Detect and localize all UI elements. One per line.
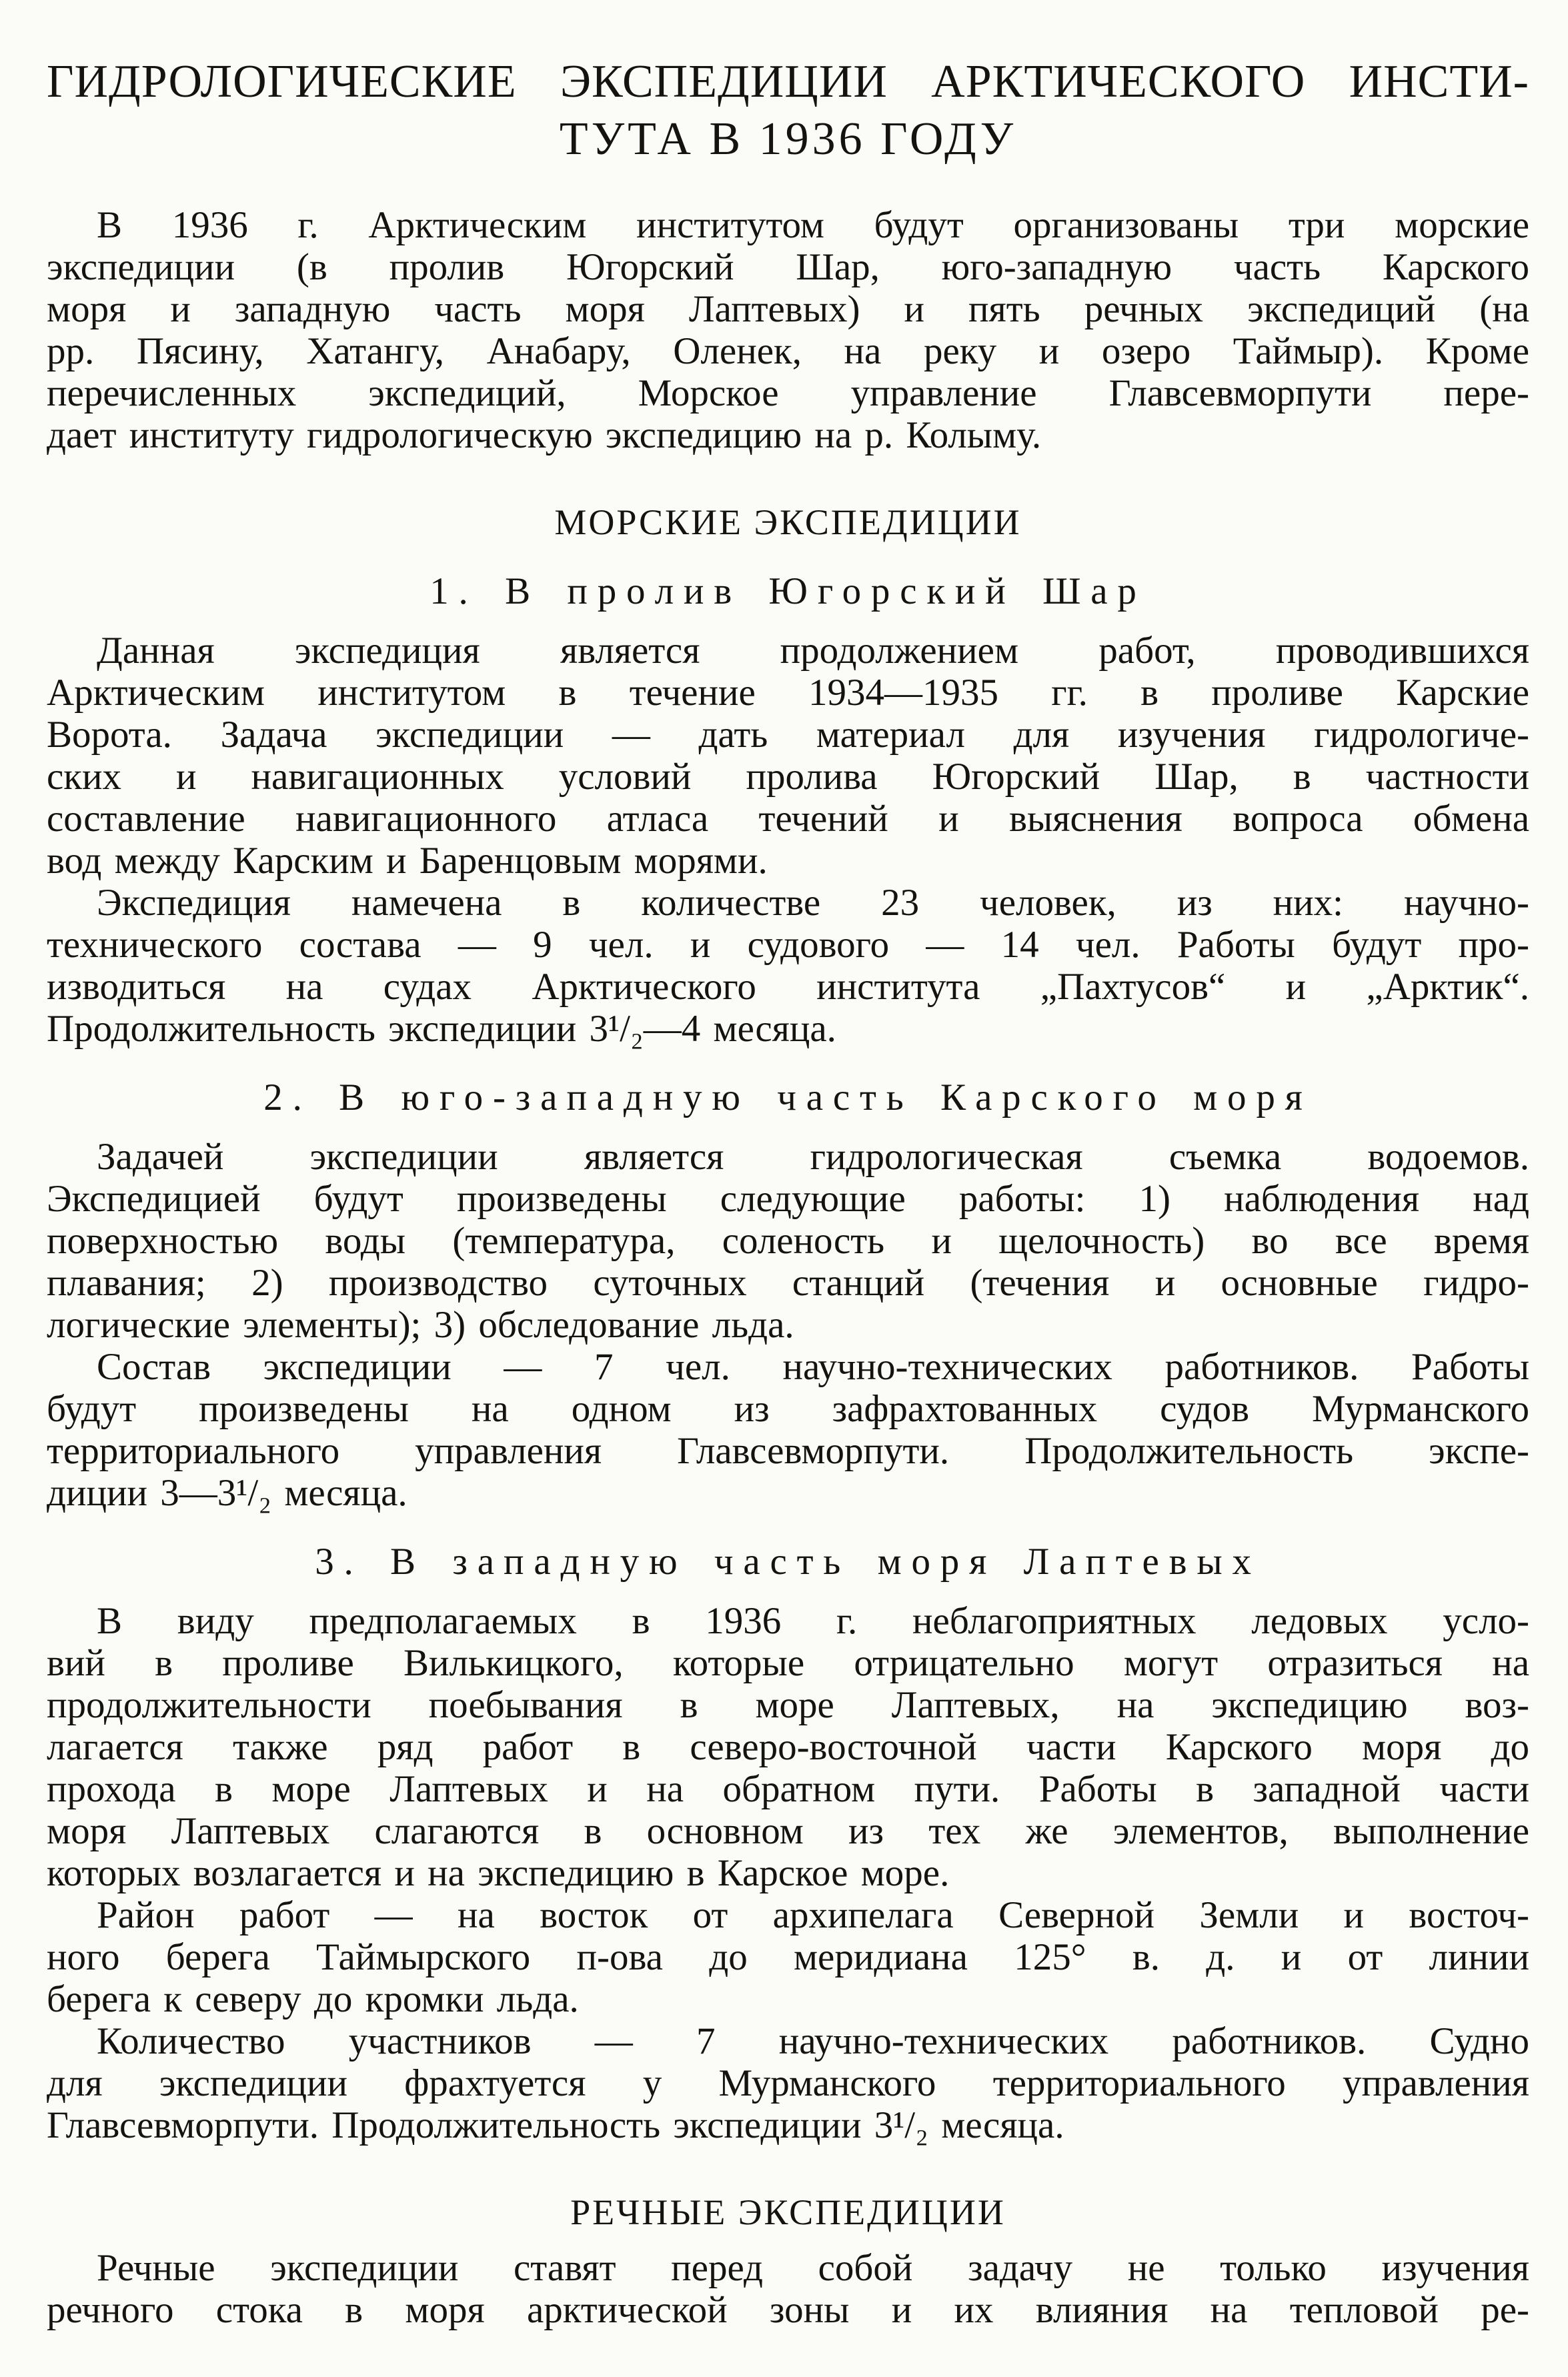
text-line: Речные экспедиции ставят перед собой задачу не только изучения xyxy=(97,2247,1529,2289)
paragraph-expedition-2-staff xyxy=(47,1346,1529,1514)
paragraph-river-intro xyxy=(47,2247,1529,2331)
text-line: продолжительности поебывания в море Лаптевых, на экспедицию воз- xyxy=(47,1684,1529,1726)
text-line: Экспедиция намечена в количестве 23 человек, из них: научно- xyxy=(97,882,1529,924)
paragraph-intro xyxy=(47,204,1529,456)
text-line: ских и навигационных условий пролива Югорский Шар, в частности xyxy=(47,756,1529,798)
text-line: технического состава — 9 чел. и судового — 14 чел. Работы будут про- xyxy=(47,924,1529,966)
subsection-heading-3: 3. В западную часть моря Лаптевых xyxy=(315,1541,1261,1583)
text-line: моря и западную часть моря Лаптевых) и пять речных экспедиций (на xyxy=(47,288,1529,330)
text-line: перечисленных экспедиций, Морское управление Главсевморпути пере- xyxy=(47,372,1529,414)
text-line: изводиться на судах Арктического института „Пахтусов“ и „Арктик“. xyxy=(47,966,1529,1008)
text-line: Продолжительность экспедиции 3¹/₂—4 месяца. xyxy=(47,1008,836,1050)
text-line: лагается также ряд работ в северо-восточной части Карского моря до xyxy=(47,1726,1529,1768)
text-line: дает институту гидрологическую экспедицию на р. Колыму. xyxy=(47,414,1042,456)
paragraph-expedition-3-staff xyxy=(47,2020,1529,2146)
text-line: Ворота. Задача экспедиции — дать материал для изучения гидрологиче- xyxy=(47,714,1529,756)
text-line: составление навигационного атласа течений и выяснения вопроса обмена xyxy=(47,798,1529,840)
section-heading-marine: МОРСКИЕ ЭКСПЕДИЦИИ xyxy=(554,502,1022,542)
text-line: для экспедиции фрахтуется у Мурманского территориального управления xyxy=(47,2062,1529,2104)
title-line: ГИДРОЛОГИЧЕСКИЕ ЭКСПЕДИЦИИ АРКТИЧЕСКОГО ИНСТИ- xyxy=(47,56,1529,107)
text-line: которых возлагается и на экспедицию в Карское море. xyxy=(47,1852,950,1894)
paragraph-expedition-1-staff xyxy=(47,882,1529,1050)
section-heading-river: РЕЧНЫЕ ЭКСПЕДИЦИИ xyxy=(570,2192,1006,2232)
text-line: плавания; 2) производство суточных станций (течения и основные гидро- xyxy=(47,1262,1529,1304)
text-line: поверхностью воды (температура, соленость и щелочность) во все время xyxy=(47,1220,1529,1262)
text-line: логические элементы); 3) обследование льда. xyxy=(47,1304,794,1346)
text-line: Задачей экспедиции является гидрологическая съемка водоемов. xyxy=(97,1136,1529,1178)
text-line: Состав экспедиции — 7 чел. научно-технических работников. Работы xyxy=(97,1346,1529,1388)
text-line: речного стока в моря арктической зоны и их влияния на тепловой ре- xyxy=(47,2289,1529,2331)
text-line: Район работ — на восток от архипелага Северной Земли и восточ- xyxy=(97,1894,1529,1936)
text-line: Арктическим институтом в течение 1934—1935 гг. в проливе Карские xyxy=(47,672,1529,714)
text-line: Данная экспедиция является продолжением работ, проводившихся xyxy=(97,630,1529,672)
text-line: моря Лаптевых слагаются в основном из тех же элементов, выполнение xyxy=(47,1810,1529,1852)
paragraph-expedition-1-tasks xyxy=(47,630,1529,882)
text-line: Количество участников — 7 научно-технических работников. Судно xyxy=(97,2020,1529,2062)
title-line: ТУТА В 1936 ГОДУ xyxy=(559,113,1017,165)
text-line: экспедиции (в пролив Югорский Шар, юго-западную часть Карского xyxy=(47,246,1529,288)
text-line: вод между Карским и Баренцовым морями. xyxy=(47,840,768,882)
text-line: берега к северу до кромки льда. xyxy=(47,1978,579,2020)
text-line: вий в проливе Вилькицкого, которые отрицательно могут отразиться на xyxy=(47,1642,1529,1684)
text-line: территориального управления Главсевморпути. Продолжительность экспе- xyxy=(47,1430,1529,1472)
paragraph-expedition-3-tasks xyxy=(47,1600,1529,1894)
text-line: В 1936 г. Арктическим институтом будут организованы три морские xyxy=(97,204,1529,246)
document-title xyxy=(47,53,1529,168)
paragraph-expedition-2-tasks xyxy=(47,1136,1529,1346)
text-line: ного берега Таймырского п-ова до меридиана 125° в. д. и от линии xyxy=(47,1936,1529,1978)
paragraph-expedition-3-region xyxy=(47,1894,1529,2020)
subsection-heading-1: 1. В пролив Югорский Шар xyxy=(430,570,1146,612)
text-line: Экспедицией будут произведены следующие работы: 1) наблюдения над xyxy=(47,1178,1529,1220)
text-line: диции 3—3¹/₂ месяца. xyxy=(47,1472,408,1514)
text-line: В виду предполагаемых в 1936 г. неблагоприятных ледовых усло- xyxy=(97,1600,1529,1642)
subsection-heading-2: 2. В юго-западную часть Карского моря xyxy=(263,1076,1313,1118)
text-line: рр. Пясину, Хатангу, Анабару, Оленек, на реку и озеро Таймыр). Кроме xyxy=(47,330,1529,372)
text-line: будут произведены на одном из зафрахтованных судов Мурманского xyxy=(47,1388,1529,1430)
text-line: прохода в море Лаптевых и на обратном пути. Работы в западной части xyxy=(47,1768,1529,1810)
text-line: Главсевморпути. Продолжительность экспедиции 3¹/₂ месяца. xyxy=(47,2104,1064,2146)
